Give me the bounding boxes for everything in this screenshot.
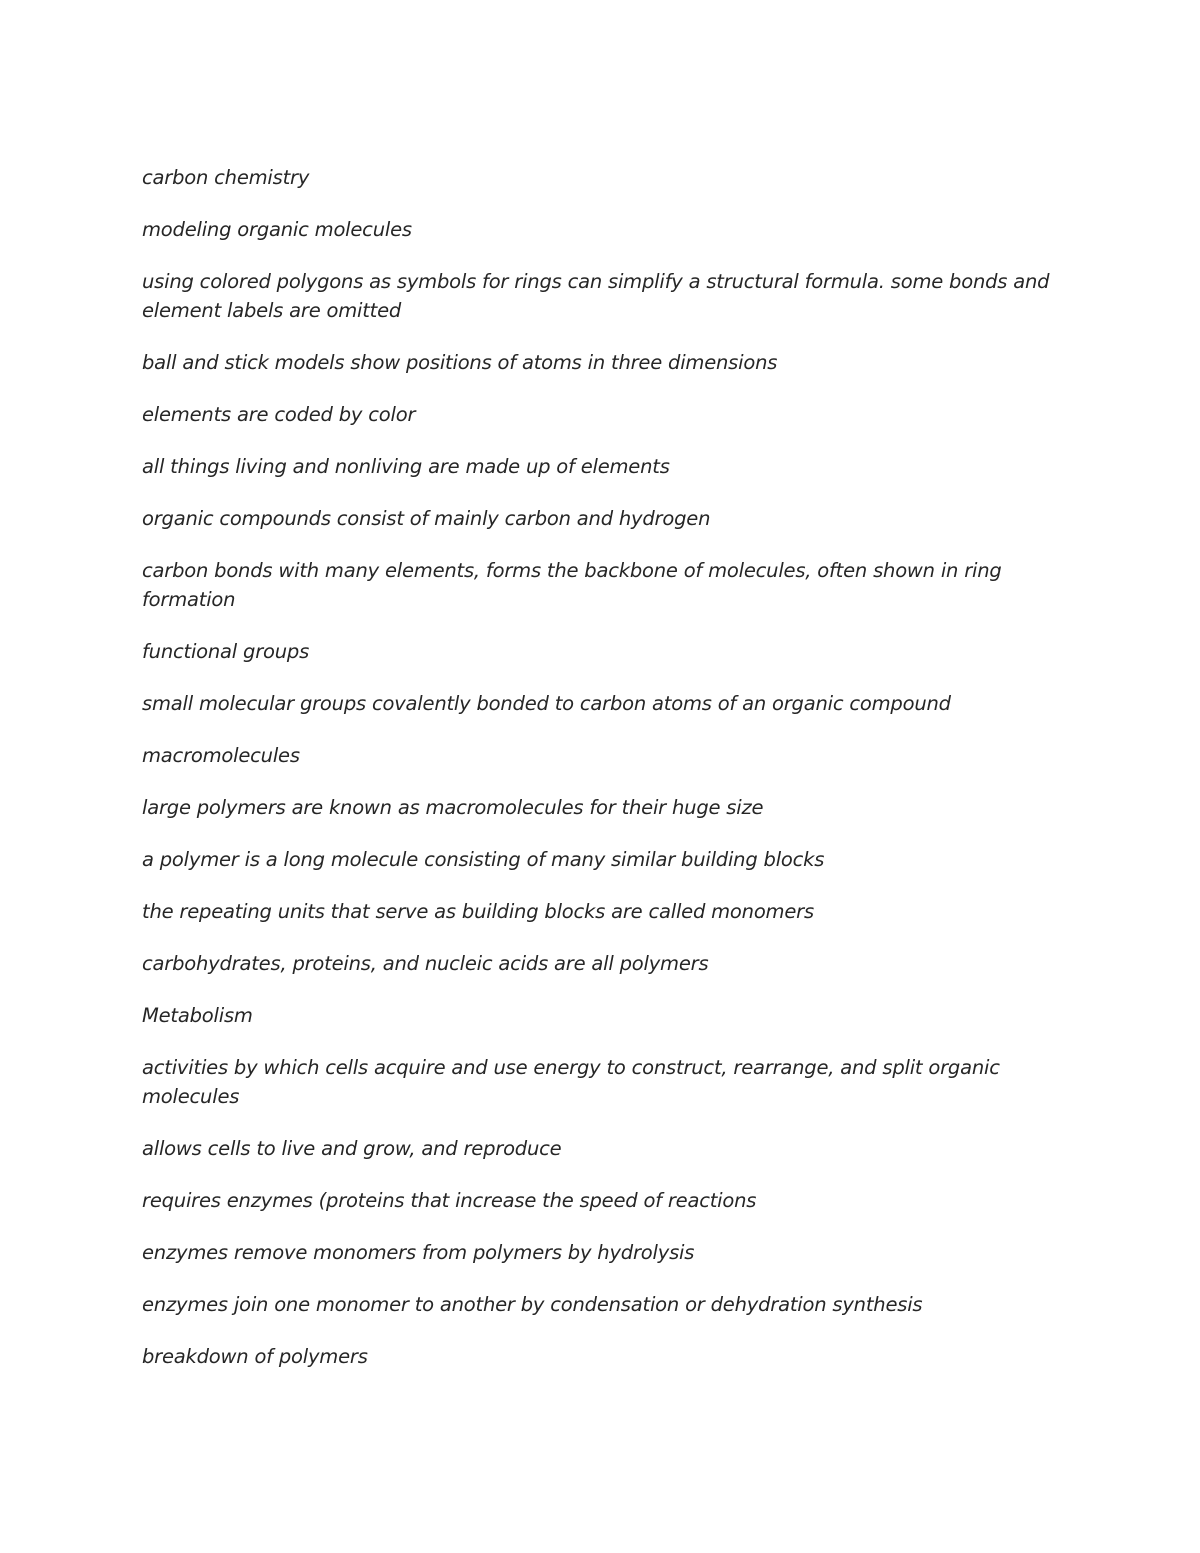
note-line: carbon chemistry <box>142 166 310 189</box>
note-line: functional groups <box>142 640 310 663</box>
note-line: modeling organic molecules <box>142 218 412 241</box>
note-line: carbon bonds with many elements, forms the backbone of molecules, often shown in ring formation <box>142 559 1002 611</box>
note-line: organic compounds consist of mainly carbon and hydrogen <box>142 507 711 530</box>
note-line: requires enzymes (proteins that increase the speed of reactions <box>142 1189 757 1212</box>
note-line: using colored polygons as symbols for rings can simplify a structural formula. some bonds and element labels are omitted <box>142 270 1050 322</box>
note-line: carbohydrates, proteins, and nucleic acids are all polymers <box>142 952 709 975</box>
note-line: enzymes join one monomer to another by condensation or dehydration synthesis <box>142 1293 923 1316</box>
note-line: elements are coded by color <box>142 403 416 426</box>
note-line: allows cells to live and grow, and reproduce <box>142 1137 562 1160</box>
note-line: enzymes remove monomers from polymers by hydrolysis <box>142 1241 695 1264</box>
note-line: all things living and nonliving are made up of elements <box>142 455 670 478</box>
note-line: large polymers are known as macromolecules for their huge size <box>142 796 764 819</box>
document-body <box>142 163 1057 1394</box>
note-line: small molecular groups covalently bonded to carbon atoms of an organic compound <box>142 692 951 715</box>
note-line: ball and stick models show positions of atoms in three dimensions <box>142 351 778 374</box>
note-line: activities by which cells acquire and use energy to construct, rearrange, and split organic molecules <box>142 1056 1000 1108</box>
note-line: breakdown of polymers <box>142 1345 368 1368</box>
note-line: the repeating units that serve as building blocks are called monomers <box>142 900 814 923</box>
note-line: a polymer is a long molecule consisting of many similar building blocks <box>142 848 825 871</box>
note-line: Metabolism <box>142 1004 253 1027</box>
note-line: macromolecules <box>142 744 300 767</box>
